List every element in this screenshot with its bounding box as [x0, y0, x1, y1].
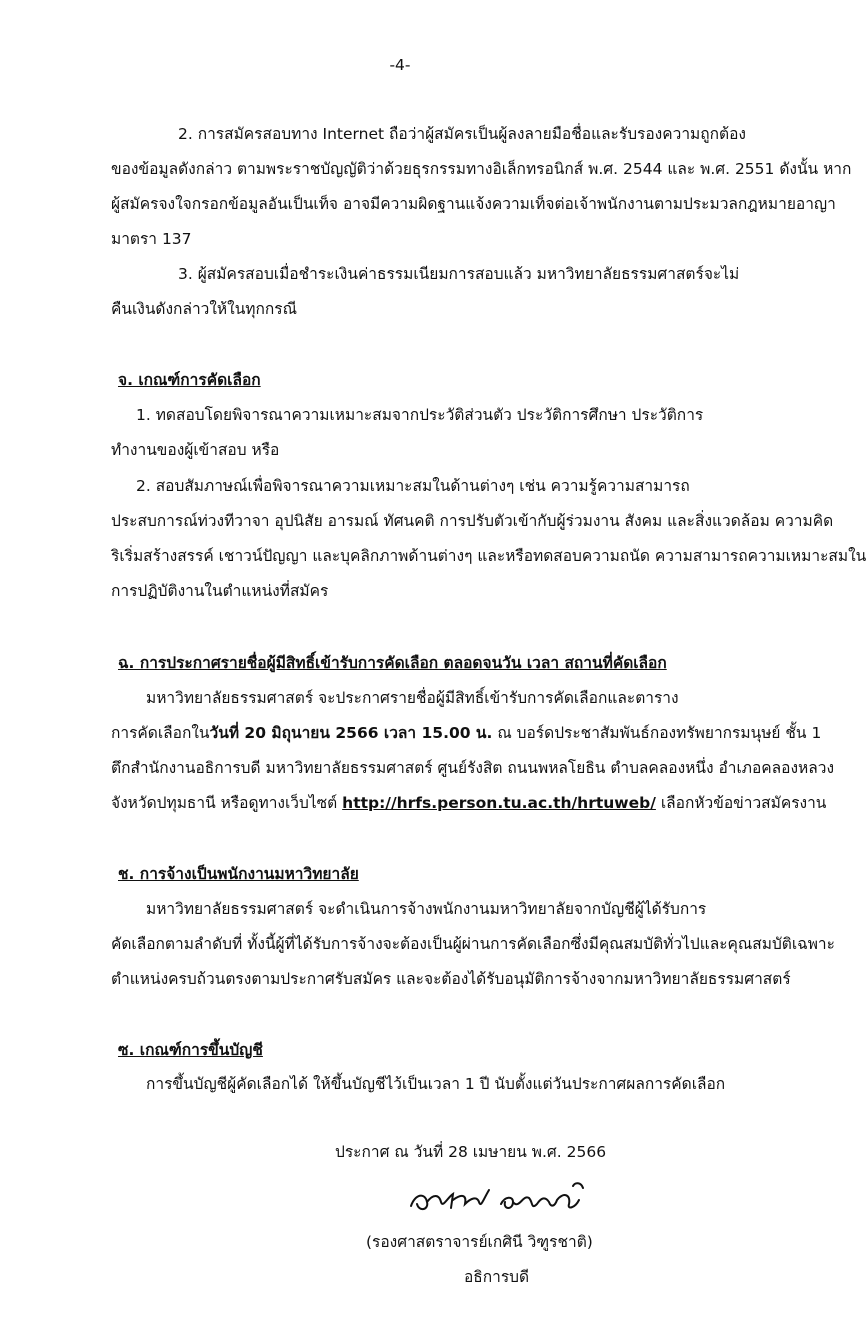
paragraph-line: [111, 722, 821, 744]
text-span: เลือกหัวข้อข่าวสมัครงาน: [655, 794, 827, 812]
section-heading-employment: ช. การจ้างเป็นพนักงานมหาวิทยาลัย: [118, 865, 359, 883]
paragraph-line: คืนเงินดังกล่าวให้ในทุกกรณี: [111, 300, 297, 318]
paragraph-line: 2. สอบสัมภาษณ์เพื่อพิจารณาความเหมาะสมในด้านต่างๆ เช่น ความรู้ความสามารถ: [136, 477, 690, 495]
paragraph-line: 3. ผู้สมัครสอบเมื่อชำระเงินค่าธรรมเนียมการสอบแล้ว มหาวิทยาลัยธรรมศาสตร์จะไม่: [178, 265, 740, 283]
paragraph-line: ตึกสำนักงานอธิการบดี มหาวิทยาลัยธรรมศาสตร์ ศูนย์รังสิต ถนนพหลโยธิน ตำบลคลองหนึ่ง อำเภอคลองหลวง: [111, 759, 835, 777]
paragraph-line: ริเริ่มสร้างสรรค์ เชาวน์ปัญญา และบุคลิกภาพด้านต่างๆ และหรือทดสอบความถนัด ความสามารถความเหมาะสมใน: [111, 547, 866, 565]
text-span: ณ บอร์ดประชาสัมพันธ์กองทรัพยากรมนุษย์ ชั้น 1: [492, 724, 822, 742]
signer-title: อธิการบดี: [464, 1268, 530, 1286]
paragraph-line: มหาวิทยาลัยธรรมศาสตร์ จะดำเนินการจ้างพนักงานมหาวิทยาลัยจากบัญชีผู้ได้รับการ: [146, 900, 707, 918]
announcement-date: ประกาศ ณ วันที่ 28 เมษายน พ.ศ. 2566: [335, 1143, 607, 1161]
handwritten-signature: [405, 1180, 605, 1224]
section-heading-criteria: จ. เกณฑ์การคัดเลือก: [118, 371, 261, 389]
page-number: -4-: [389, 56, 411, 74]
paragraph-line: 2. การสมัครสอบทาง Internet ถือว่าผู้สมัครเป็นผู้ลงลายมือชื่อและรับรองความถูกต้อง: [178, 125, 746, 143]
signer-name: (รองศาสตราจารย์เกศินี วิฑูรชาติ): [366, 1233, 593, 1251]
paragraph-line: ผู้สมัครจงใจกรอกข้อมูลอันเป็นเท็จ อาจมีความผิดฐานแจ้งความเท็จต่อเจ้าพนักงานตามประมวลกฎหมายอาญา: [111, 195, 836, 213]
text-span: จังหวัดปทุมธานี หรือดูทางเว็บไซต์: [111, 794, 343, 812]
paragraph-line: ของข้อมูลดังกล่าว ตามพระราชบัญญัติว่าด้วยธุรกรรมทางอิเล็กทรอนิกส์ พ.ศ. 2544 และ พ.ศ. 2551 ดังนั้น หาก: [111, 160, 852, 178]
section-heading-listing: ซ. เกณฑ์การขึ้นบัญชี: [118, 1041, 263, 1059]
paragraph-line: การปฏิบัติงานในตำแหน่งที่สมัคร: [111, 582, 329, 600]
paragraph-line: ตำแหน่งครบถ้วนตรงตามประกาศรับสมัคร และจะต้องได้รับอนุมัติการจ้างจากมหาวิทยาลัยธรรมศาสตร์: [111, 970, 791, 988]
paragraph-line: มาตรา 137: [111, 230, 192, 248]
selection-date: วันที่ 20 มิถุนายน 2566 เวลา 15.00 น.: [209, 724, 493, 742]
paragraph-line: คัดเลือกตามลำดับที่ ทั้งนี้ผู้ที่ได้รับการจ้างจะต้องเป็นผู้ผ่านการคัดเลือกซึ่งมีคุณสมบัติทั่วไปและคุณสมบัติเฉพาะ: [111, 935, 835, 953]
section-heading-announcement: ฉ. การประกาศรายชื่อผู้มีสิทธิ์เข้ารับการคัดเลือก ตลอดจนวัน เวลา สถานที่คัดเลือก: [118, 654, 667, 672]
website-link[interactable]: http://hrfs.person.tu.ac.th/hrtuweb/: [342, 794, 656, 812]
paragraph-line: มหาวิทยาลัยธรรมศาสตร์ จะประกาศรายชื่อผู้มีสิทธิ์เข้ารับการคัดเลือกและตาราง: [146, 689, 679, 707]
paragraph-line: ทำงานของผู้เข้าสอบ หรือ: [111, 441, 280, 459]
paragraph-line: ประสบการณ์ท่วงทีวาจา อุปนิสัย อารมณ์ ทัศนคติ การปรับตัวเข้ากับผู้ร่วมงาน สังคม และสิ่งแวดล้อม ความคิด: [111, 512, 834, 530]
paragraph-line: [111, 792, 826, 814]
text-span: การคัดเลือกใน: [111, 724, 210, 742]
paragraph-line: การขึ้นบัญชีผู้คัดเลือกได้ ให้ขึ้นบัญชีไว้เป็นเวลา 1 ปี นับตั้งแต่วันประกาศผลการคัดเลือก: [146, 1075, 726, 1093]
paragraph-line: 1. ทดสอบโดยพิจารณาความเหมาะสมจากประวัติส่วนตัว ประวัติการศึกษา ประวัติการ: [136, 406, 704, 424]
